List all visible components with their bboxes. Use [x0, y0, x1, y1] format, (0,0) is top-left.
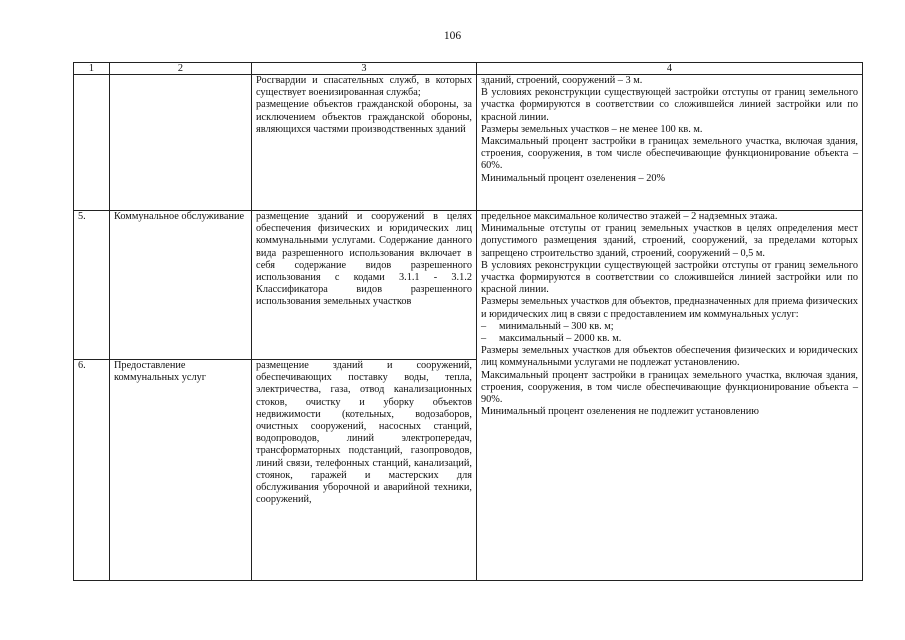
page-number: 106 — [443, 30, 462, 42]
params-min-greenery: Минимальный процент озеленения не подлежит установлению — [481, 406, 759, 418]
params-plot-sizes: Размеры земельных участков для объектов, предназначенных для приема физических и юридических лиц в связи с предоставлением им коммунальных услуг: — [481, 296, 858, 320]
cont-params-cell — [477, 75, 863, 211]
params-min-setbacks: Минимальные отступы от границ земельных участков в целях определения мест допустимого размещения зданий, строений, сооружений, за пределами которых запрещено строительство зданий, строений, сооружений – 0,5 м. — [481, 223, 858, 259]
params-max-coverage: Максимальный процент застройки в границах земельного участка, включая здания, строения, сооружения, в том числе обеспечивающие функционирование объекта – 90%. — [481, 369, 858, 406]
params-reconstruction: В условиях реконструкции существующей застройки отступы от границ земельного участка формируются в соответствии со сложившейся линией застройки или по красной линии. — [481, 259, 858, 296]
cont-description-cell — [252, 75, 477, 211]
params-plot-max: – максимальный – 2000 кв. м. — [481, 333, 858, 345]
land-use-table — [73, 62, 863, 581]
header-col-1: 1 — [74, 63, 110, 75]
cont-name-cell — [110, 75, 252, 211]
params-max-floors: предельное максимальное количество этажей – 2 надземных этажа. — [481, 211, 778, 222]
cont-description-p2: размещение объектов гражданской обороны, за исключением объектов гражданской обороны, являющихся частями производственных зданий — [256, 99, 472, 135]
row5-number: 5. — [74, 211, 110, 360]
cont-params-p2: В условиях реконструкции существующей застройки отступы от границ земельного участка формируются в соответствии со сложившейся линией застройки или по красной линии. — [481, 87, 858, 123]
row5-description-cell — [252, 211, 477, 360]
row6-description: размещение зданий и сооружений, обеспечивающих поставку воды, тепла, электричества, газа, отвод канализационных стоков, очистку и уборку объектов недвижимости (котельных, водозаборов, очистных сооружений, насосных станций, водопроводов, линий электропередач, трансформаторных подстанций, газопроводов, линий связи, телефонных станций, канализаций, стоянок, гаражей и мастерских для обслуживания уборочной и аварийной техники, сооружений, — [256, 360, 472, 506]
row5-name: Коммунальное обслуживание — [110, 211, 252, 360]
row6-name: Предоставление коммунальных услуг — [110, 360, 252, 581]
row6-description-cell — [252, 360, 477, 581]
header-col-4: 4 — [477, 63, 863, 75]
cont-params-p4: Максимальный процент застройки в границах земельного участка, включая здания, строения, сооружения, в том числе обеспечивающие функционирование объекта – 60%. — [481, 136, 858, 172]
header-col-3: 3 — [252, 63, 477, 75]
cont-num-cell — [74, 75, 110, 211]
cont-params-p3: Размеры земельных участков – не менее 100 кв. м. — [481, 123, 703, 135]
params-plot-min: – минимальный – 300 кв. м; — [481, 321, 858, 333]
table-row-5 — [74, 211, 863, 360]
row5-6-params-cell — [477, 211, 863, 581]
table-row-continued — [74, 75, 863, 211]
header-col-2: 2 — [110, 63, 252, 75]
cont-description-p1: Росгвардии и спасательных служб, в которых существует военизированная служба; — [256, 75, 472, 99]
cont-params-p5: Минимальный процент озеленения – 20% — [481, 172, 666, 184]
params-plot-not-set: Размеры земельных участков для объектов обеспечения физических и юридических лиц коммунальными услугами не подлежат установлению. — [481, 345, 858, 369]
row6-number: 6. — [74, 360, 110, 581]
row5-description: размещение зданий и сооружений в целях обеспечения физических и юридических лиц коммунальными услугами. Содержание данного вида разрешенного использования включает в себя содержание видов разрешенного использования с кодами 3.1.1 - 3.1.2 Классификатора видов разрешенного использования земельных участков — [256, 211, 472, 308]
cont-params-p1: зданий, строений, сооружений – 3 м. — [481, 75, 643, 86]
table-header-row — [74, 63, 863, 75]
